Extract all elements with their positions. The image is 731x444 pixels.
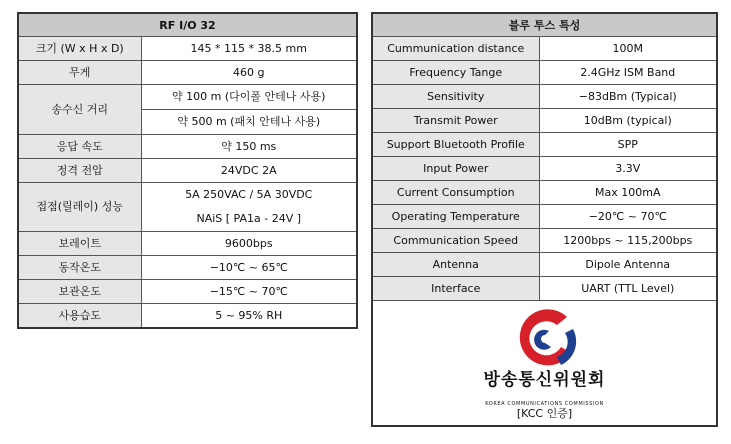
rf-table-title: RF I/O 32 [18,13,357,37]
response-label: 응답 속도 [18,135,141,159]
range-values [141,85,357,135]
input-power-value: 3.3V [539,157,717,181]
baudrate-value: 9600bps [141,232,357,256]
frequency-label: Frequency Tange [372,61,539,85]
size-value: 145 * 115 * 38.5 mm [141,37,357,61]
kcc-korean-name: 방송통신위원회 [483,370,606,390]
current-value: Max 100mA [539,181,717,205]
response-value: 약 150 ms [141,135,357,159]
distance-value: 100M [539,37,717,61]
weight-value: 460 g [141,61,357,85]
range-label: 송수신 거리 [18,85,141,135]
kcc-caption: [KCC 인증] [516,407,573,420]
relay-label: 접점(릴레이) 성능 [18,183,141,232]
range-value-dipole: 약 100 m (다이폴 안테나 사용) [172,90,326,103]
rf-io-32-spec-table [17,12,358,329]
sensitivity-value: −83dBm (Typical) [539,85,717,109]
kcc-certification-cell [372,301,717,427]
storage-temp-value: −15℃ ~ 70℃ [141,280,357,304]
distance-label: Cummunication distance [372,37,539,61]
voltage-label: 정격 전압 [18,159,141,183]
profile-label: Support Bluetooth Profile [372,133,539,157]
antenna-label: Antenna [372,253,539,277]
storage-temp-label: 보관온도 [18,280,141,304]
baudrate-label: 보레이트 [18,232,141,256]
sensitivity-label: Sensitivity [372,85,539,109]
profile-value: SPP [539,133,717,157]
transmit-power-value: 10dBm (typical) [539,109,717,133]
relay-value-model: NAiS [ PA1a - 24V ] [196,212,302,225]
voltage-value: 24VDC 2A [141,159,357,183]
antenna-value: Dipole Antenna [539,253,717,277]
bt-operating-temp-label: Operating Temperature [372,205,539,229]
operating-temp-value: −10℃ ~ 65℃ [141,256,357,280]
weight-label: 무게 [18,61,141,85]
bluetooth-spec-table [371,12,718,427]
interface-label: Interface [372,277,539,301]
kcc-english-name: KOREA COMMUNICATIONS COMMISSION [485,401,604,407]
operating-temp-label: 동작온도 [18,256,141,280]
range-value-patch: 약 500 m (패치 안테나 사용) [142,109,357,134]
humidity-value: 5 ~ 95% RH [141,304,357,329]
humidity-label: 사용습도 [18,304,141,329]
relay-value-rating: 5A 250VAC / 5A 30VDC [185,188,313,201]
bt-operating-temp-value: −20℃ ~ 70℃ [539,205,717,229]
frequency-value: 2.4GHz ISM Band [539,61,717,85]
current-label: Current Consumption [372,181,539,205]
size-label: 크기 (W x H x D) [18,37,141,61]
bluetooth-table-title: 블루 투스 특성 [372,13,717,37]
speed-label: Communication Speed [372,229,539,253]
input-power-label: Input Power [372,157,539,181]
transmit-power-label: Transmit Power [372,109,539,133]
speed-value: 1200bps ~ 115,200bps [539,229,717,253]
interface-value: UART (TTL Level) [539,277,717,301]
relay-values [141,183,357,232]
kcc-logo-icon [501,307,587,371]
